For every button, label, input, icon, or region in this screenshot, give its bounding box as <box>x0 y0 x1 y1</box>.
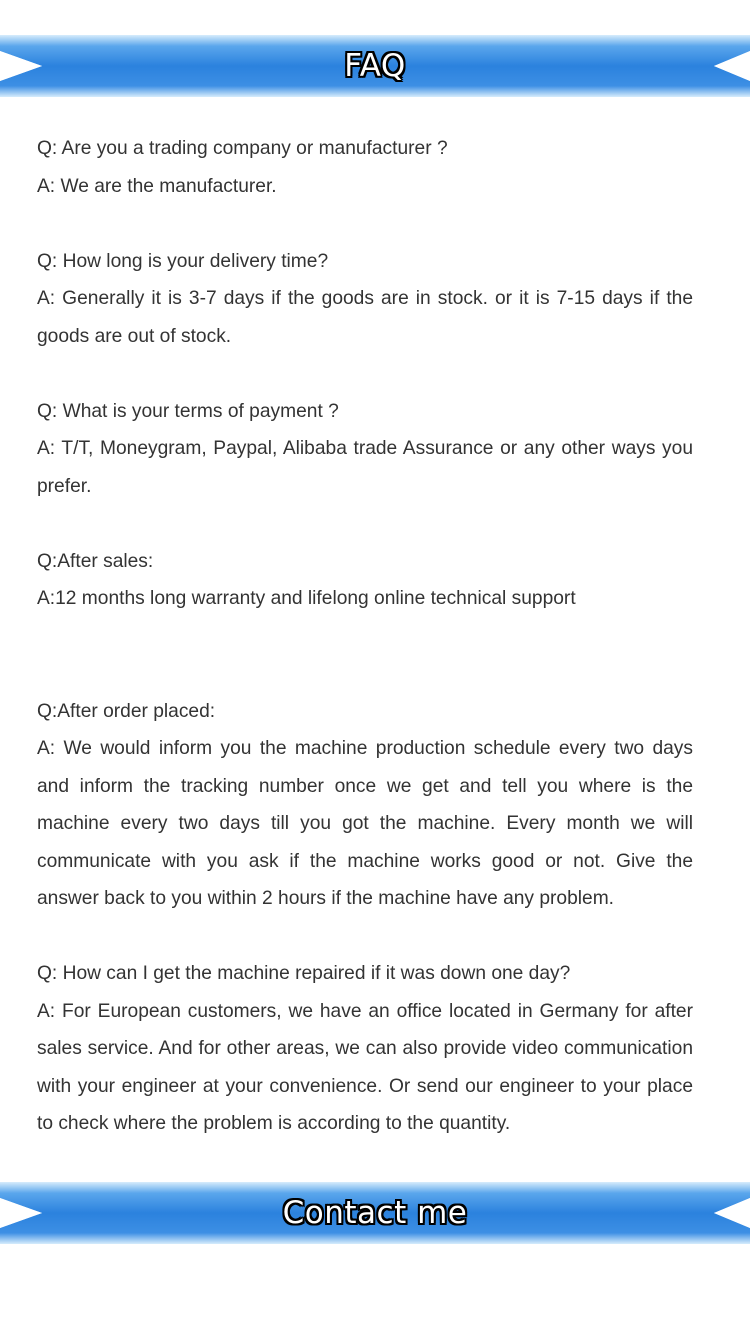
faq-question: Q:After sales: <box>37 550 154 572</box>
faq-question: Q: Are you a trading company or manufacturer ? <box>37 138 448 159</box>
faq-title: FAQ <box>344 48 406 84</box>
faq-question: Q: What is your terms of payment ? <box>37 400 339 422</box>
faq-item <box>37 543 693 618</box>
faq-answer: A: For European customers, we have an office located in Germany for after sales service. And for other areas, we can also provide video communication with your engineer at your convenience. Or send our engineer to your place to check where the problem is according to the quantity. <box>37 1000 693 1134</box>
faq-question: Q: How long is your delivery time? <box>37 250 329 272</box>
faq-item <box>37 393 693 506</box>
contact-banner <box>0 1182 750 1244</box>
faq-item <box>37 693 693 918</box>
faq-question: Q: How can I get the machine repaired if it was down one day? <box>37 963 571 984</box>
contact-title: Contact me <box>282 1195 468 1231</box>
faq-answer: A: We would inform you the machine production schedule every two days and inform the tracking number once we get and tell you where is the machine every two days till you got the machine. Every month we will communicate with you ask if the machine works good or not. Give the answer back to you within 2 hours if the machine have any problem. <box>37 738 693 909</box>
faq-answer: A:12 months long warranty and lifelong online technical support <box>37 588 576 609</box>
faq-answer: A: T/T, Moneygram, Paypal, Alibaba trade Assurance or any other ways you prefer. <box>37 438 693 497</box>
faq-answer: A: We are the manufacturer. <box>37 175 277 197</box>
faq-item <box>37 243 693 356</box>
faq-item <box>37 955 693 1143</box>
faq-answer: A: Generally it is 3-7 days if the goods are in stock. or it is 7-15 days if the goods are out of stock. <box>37 288 693 347</box>
faq-banner <box>0 35 750 97</box>
faq-list <box>37 130 693 1180</box>
faq-question: Q:After order placed: <box>37 700 216 722</box>
faq-item <box>37 130 693 205</box>
